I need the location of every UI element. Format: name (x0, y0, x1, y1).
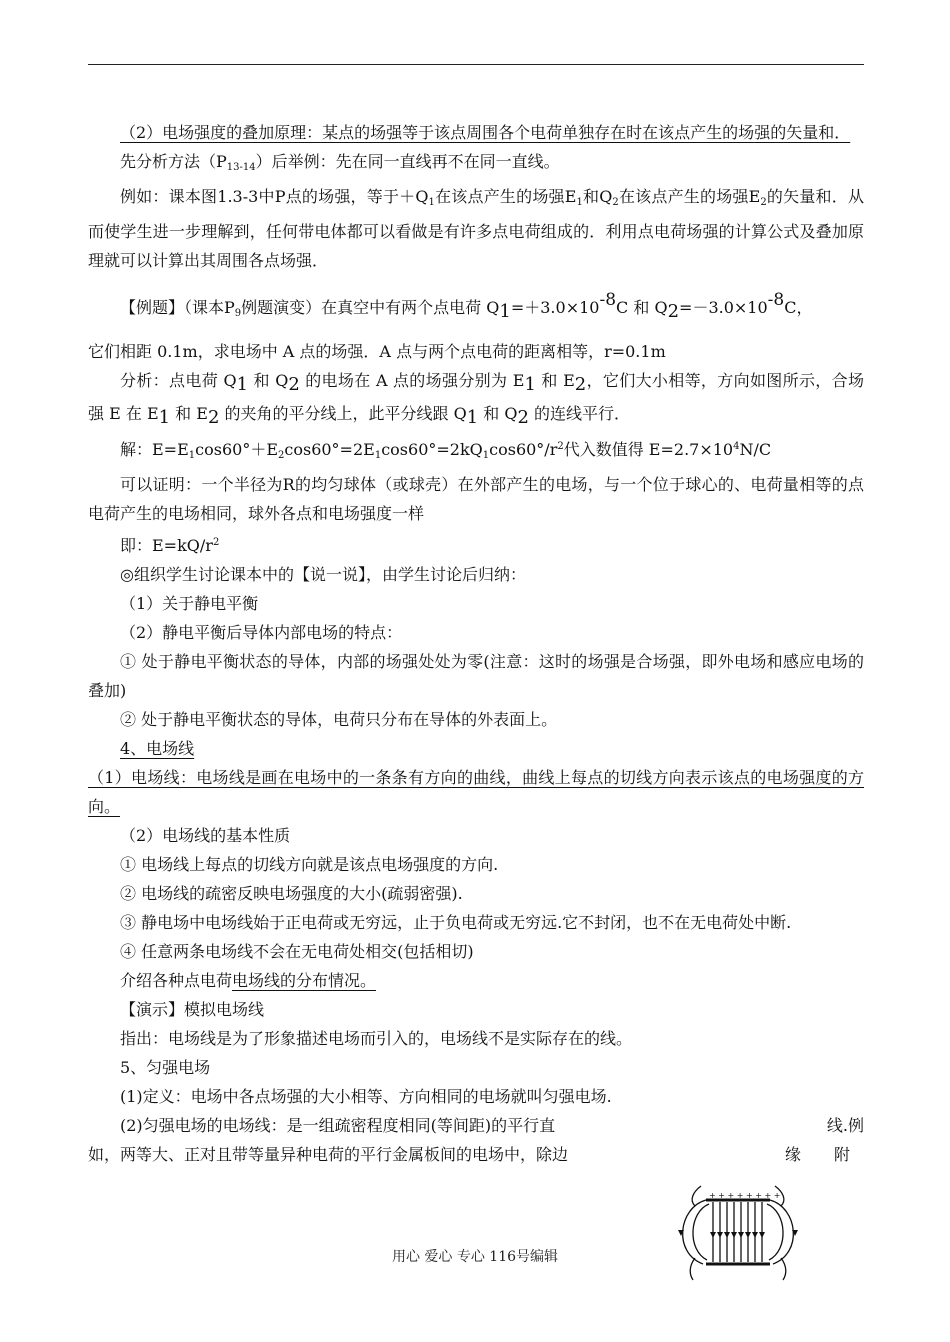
svg-text:+ + + + + + + +: + + + + + + + + (709, 1191, 781, 1200)
discussion-item-1: （1）关于静电平衡 (120, 594, 259, 613)
uniform-field-lines (88, 1111, 864, 1140)
header-rule (88, 64, 864, 65)
discussion-item-4: ② 处于静电平衡状态的导体，电荷只分布在导体的外表面上。 (120, 710, 558, 729)
uniform-field-lines-right-1: 线.例 (826, 1116, 864, 1135)
property-3: ③ 静电场中电场线始于正电荷或无穷远，止于负电荷或无穷远.它不封闭，也不在无电荷处中断. (120, 913, 792, 932)
property-2: ② 电场线的疏密反映电场强度的大小(疏弱密强). (120, 884, 463, 903)
uniform-field-lines-text-2: 如，两等大、正对且带等量异种电荷的平行金属板间的电场中，除边 (88, 1145, 569, 1164)
uniform-field-lines-right-2: 缘 附 (784, 1145, 864, 1164)
page-footer: 用心 爱心 专心 116号编辑 (391, 1249, 559, 1265)
superposition-principle: （2）电场强度的叠加原理：某点的场强等于该点周围各个电荷单独存在时在该点产生的场强的矢量和． (120, 123, 851, 142)
discussion-item-2: （2）静电平衡后导体内部电场的特点： (120, 623, 403, 642)
demo: 【演示】模拟电场线 (120, 1000, 265, 1019)
document-body (88, 118, 864, 1169)
property-1: ① 电场线上每点的切线方向就是该点电场强度的方向. (120, 855, 499, 874)
example-problem: 【例题】（课本$P_9$例题演变）在真空中有两个点电荷 Q1=＋3.0×10-8C 和 Q2=－3.0×10-8C， (120, 290, 813, 322)
discussion: ◎组织学生讨论课本中的【说一说】，由学生讨论后归纳： (120, 565, 526, 584)
solution: 解：$E=E_1\cos 60^\circ+E_2\cos 60^\circ=2E_1\cos 60^\circ=2kQ_1\cos 60^\circ/r^2$代入数值得 $E=2.7\times 10^4N/C$ (120, 440, 772, 461)
analysis: 分析：点电荷 Q1 和 Q2 的电场在 A 点的场强分别为 E1 和 E2，它们大小相等，方向如图所示，合场强 E 在 E1 和 E2 的夹角的平分线上，此平分线跟 Q1 和 Q2 的连线平行． (88, 371, 864, 428)
section-4-title: 4、电场线 (120, 739, 195, 758)
proof: 可以证明：一个半径为R的均匀球体（或球壳）在外部产生的电场，与一个位于球心的、电荷量相等的点电荷产生的电场相同，球外各点和电场强度一样 (88, 475, 864, 523)
uniform-field-definition: (1)定义：电场中各点场强的大小相等、方向相同的电场就叫匀强电场. (120, 1087, 612, 1106)
field-line-intro: 介绍各种点电荷电场线的分布情况。 (120, 971, 377, 990)
example-problem-line2: 它们相距 0.1m，求电场中 A 点的场强．A 点与两个点电荷的距离相等，r=0.1m (88, 342, 666, 361)
formula: 即：$E=kQ/r^2$ (120, 536, 220, 555)
point-out: 指出：电场线是为了形象描述电场而引入的，电场线不是实际存在的线。 (120, 1029, 633, 1048)
discussion-item-3: ① 处于静电平衡状态的导体，内部的场强处处为零(注意：这时的场强是合场强，即外电场和感应电场的叠加) (88, 652, 864, 700)
parallel-plates-field-diagram (673, 1178, 803, 1282)
field-line-definition: （1）电场线：电场线是画在电场中的一条条有方向的曲线，曲线上每点的切线方向表示该点的电场强度的方向。 (88, 768, 864, 816)
section-5-title: 5、匀强电场 (120, 1058, 211, 1077)
method-line: 先分析方法$(P_{13-14})$后举例：先在同一直线再不在同一直线。 (120, 152, 560, 173)
uniform-field-lines-2 (88, 1140, 864, 1169)
uniform-field-lines-text-1: (2)匀强电场的电场线：是一组疏密程度相同(等间距)的平行直 (120, 1116, 556, 1135)
field-line-properties: （2）电场线的基本性质 (120, 826, 291, 845)
property-4: ④ 任意两条电场线不会在无电荷处相交(包括相切) (120, 942, 474, 961)
example-paragraph: 例如：课本图1.3-3中P点的场强，等于$+Q_1$在该点产生的场强$E_1$和$Q_2$在该点产生的场强$E_2$的矢量和．从而使学生进一步理解到，任何带电体都可以看做是有许多点电荷组成的．利用点电荷场强的计算公式及叠加原理就可以计算出其周围各点场强． (88, 187, 864, 270)
